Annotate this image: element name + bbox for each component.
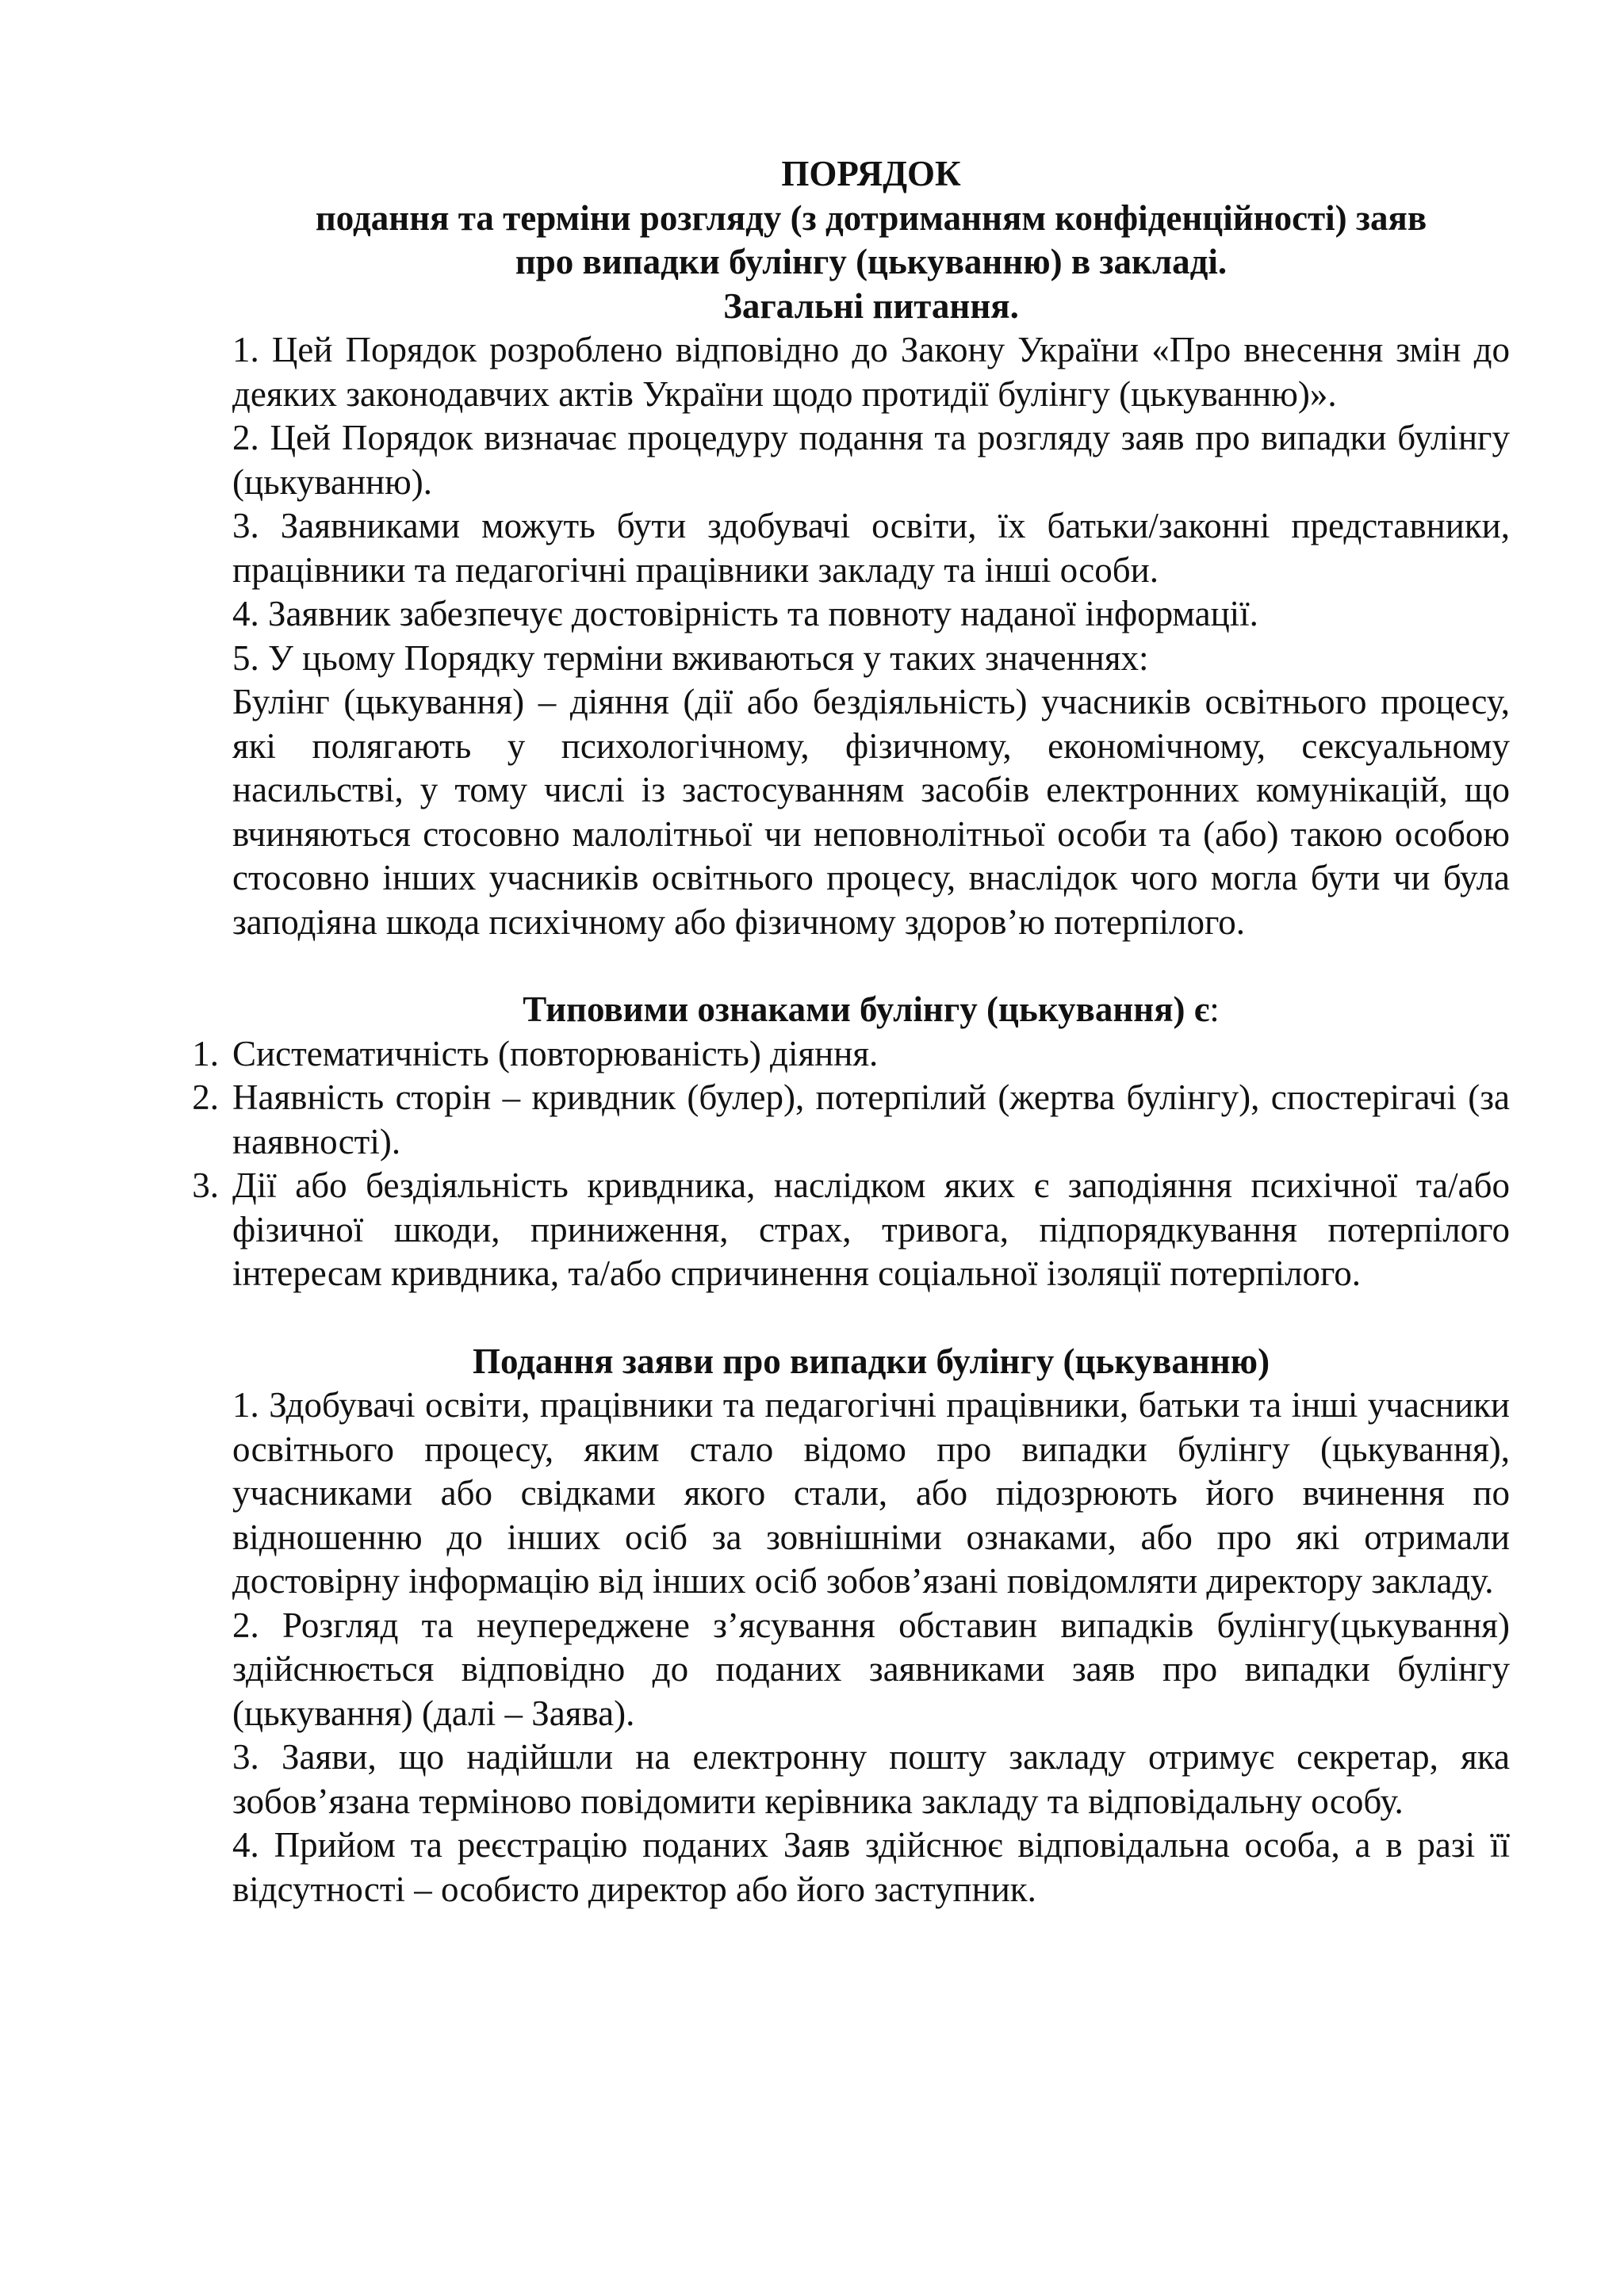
title-line-4: Загальні питання. [723,285,1019,326]
list-item-number: 2. [192,1077,219,1117]
list-item-number: 3. [192,1165,219,1205]
document-title [232,152,1510,328]
title-line-2: подання та терміни розгляду (з дотриманням конфіденційності) заяв [315,197,1427,238]
document-page [192,152,1510,1911]
list-item [192,1076,1510,1164]
filing-paragraph-3: 3. Заяви, що надійшли на електронну пошту закладу отримує секретар, яка зобов’язана терміново повідомити керівника закладу та відповідальну особу. [232,1737,1510,1821]
general-paragraph-3: 3. Заявниками можуть бути здобувачі освіти, їх батьки/законні представники, працівники та педагогічні працівники закладу та інші особи. [232,506,1510,590]
signs-heading-colon: : [1209,989,1220,1029]
bullying-definition: Булінг (цькування) – діяння (дії або бездіяльність) учасників освітнього процесу, які полягають у психологічному, фізичному, економічному, сексуальному насильстві, у тому числі із застосуванням засобів електронних комунікацій, що вчиняються стосовно малолітньої чи неповнолітньої особи та (або) такою особою стосовно інших учасників освітнього процесу, внаслідок чого могла бути чи була заподіяна шкода психічному або фізичному здоров’ю потерпілого. [232,682,1510,942]
general-paragraph-1: 1. Цей Порядок розроблено відповідно до Закону України «Про внесення змін до деяких законодавчих актів України щодо протидії булінгу (цькуванню)». [232,330,1510,414]
general-paragraph-5: 5. У цьому Порядку терміни вживаються у таких значеннях: [232,637,1149,678]
title-line-3: про випадки булінгу (цькуванню) в закладі. [515,242,1228,281]
list-item-text: Систематичність (повторюваність) діяння. [232,1033,879,1073]
title-line-1: ПОРЯДОК [781,154,961,193]
list-item-text: Дії або бездіяльність кривдника, наслідком яких є заподіяння психічної та/або фізичної шкоди, приниження, страх, тривога, підпорядкування потерпілого інтересам кривдника, та/або спричинення соціальної ізоляції потерпілого. [232,1165,1510,1293]
list-item-number: 1. [192,1033,219,1073]
list-item-text: Наявність сторін – кривдник (булер), потерпілий (жертва булінгу), спостерігачі (за наявності). [232,1077,1510,1161]
filing-paragraph-2: 2. Розгляд та неупереджене з’ясування обставин випадків булінгу(цькування) здійснюється відповідно до поданих заявниками заяв про випадки булінгу (цькування) (далі – Заява). [232,1605,1510,1733]
signs-list [192,1032,1510,1296]
list-item [192,1164,1510,1296]
general-paragraph-4: 4. Заявник забезпечує достовірність та повноту наданої інформації. [232,594,1258,633]
filing-paragraph-4: 4. Прийом та реєстрацію поданих Заяв здійснює відповідальна особа, а в разі її відсутності – особисто директор або його заступник. [232,1825,1510,1909]
filing-paragraph-1: 1. Здобувачі освіти, працівники та педагогічні працівники, батьки та інші учасники освітнього процесу, яким стало відомо про випадки булінгу (цькування), учасниками або свідками якого стали, або підозрюють його вчинення по відношенню до інших осіб за зовнішніми ознаками, або про які отримали достовірну інформацію від інших осіб зобов’язані повідомляти директору закладу. [232,1385,1510,1601]
signs-heading [232,988,1510,1032]
general-section [232,328,1510,944]
list-item [192,1032,1510,1077]
filing-heading: Подання заяви про випадки булінгу (цькуванню) [472,1341,1270,1381]
general-paragraph-2: 2. Цей Порядок визначає процедуру подання та розгляду заяв про випадки булінгу (цькуванню). [232,418,1510,502]
filing-section [232,1383,1510,1911]
signs-heading-text: Типовими ознаками булінгу (цькування) є [523,989,1210,1029]
